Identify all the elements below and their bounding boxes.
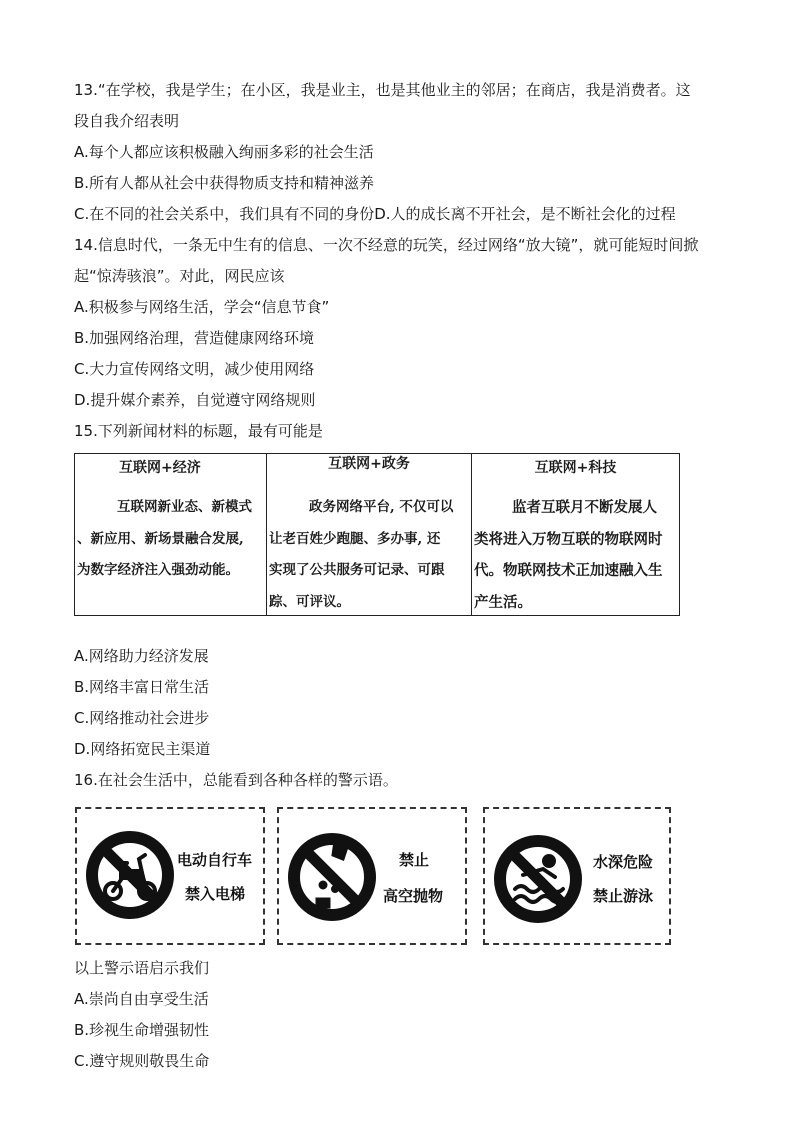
sign-text-line2: 禁入电梯 bbox=[185, 885, 246, 903]
body-line: 产生活。 bbox=[474, 593, 532, 611]
q14-option-a: A.积极参与网络生活，学会“信息节食” bbox=[74, 298, 330, 316]
table-column-technology bbox=[471, 454, 679, 615]
q14-stem-line1: 14.信息时代，一条无中生有的信息、一次不经意的玩笑，经过网络“放大镜”，就可能短时间掀 bbox=[74, 236, 699, 254]
body-line: 让老百姓少跑腿、多办事, 还 bbox=[269, 530, 441, 547]
body-line: 类将进入万物互联的物联网时 bbox=[474, 530, 663, 548]
q13-option-c-d: C.在不同的社会关系中，我们具有不同的身份D.人的成长离不开社会，是不断社会化的过程 bbox=[74, 205, 676, 223]
column-header: 互联网+政务 bbox=[328, 456, 410, 472]
warning-sign-swimming bbox=[483, 807, 671, 945]
news-material-table bbox=[74, 453, 680, 616]
sign-text-line1: 水深危险 bbox=[593, 853, 654, 871]
q15-option-d: D.网络拓宽民主渠道 bbox=[74, 740, 211, 758]
no-throwing-icon bbox=[287, 817, 377, 937]
body-line: 互联网新业态、新模式 bbox=[117, 499, 252, 515]
q14-option-c: C.大力宣传网络文明，减少使用网络 bbox=[74, 360, 315, 378]
q15-option-c: C.网络推动社会进步 bbox=[74, 709, 210, 727]
q16-option-a: A.崇尚自由享受生活 bbox=[74, 990, 209, 1008]
q15-option-a: A.网络助力经济发展 bbox=[74, 647, 209, 665]
q14-option-b: B.加强网络治理，营造健康网络环境 bbox=[74, 329, 315, 347]
table-column-government bbox=[266, 454, 471, 615]
q16-option-b: B.珍视生命增强韧性 bbox=[74, 1021, 210, 1039]
body-line: 政务网络平台, 不仅可以 bbox=[309, 499, 454, 515]
q13-stem-line1: 13.“在学校，我是学生；在小区，我是业主，也是其他业主的邻居；在商店，我是消费者。这 bbox=[74, 81, 691, 99]
body-line: 代。物联网技术正加速融入生 bbox=[474, 562, 663, 579]
q14-stem-line2: 起“惊涛骇浪”。对此，网民应该 bbox=[74, 267, 285, 285]
q14-option-d: D.提升媒介素养，自觉遵守网络规则 bbox=[74, 391, 316, 409]
q15-option-b: B.网络丰富日常生活 bbox=[74, 678, 210, 696]
column-body bbox=[269, 492, 469, 618]
sign-text-line1: 电动自行车 bbox=[177, 851, 253, 869]
no-swimming-icon bbox=[493, 817, 583, 937]
q16-prompt: 以上警示语启示我们 bbox=[74, 959, 210, 977]
no-ebike-icon bbox=[85, 817, 175, 937]
body-line: 为数字经济注入强劲动能。 bbox=[77, 562, 239, 578]
q13-stem-line2: 段自我介绍表明 bbox=[74, 112, 180, 130]
table-column-economy bbox=[75, 454, 266, 615]
q16-option-c: C.遵守规则敬畏生命 bbox=[74, 1052, 210, 1070]
sign-text-line2: 高空抛物 bbox=[383, 887, 444, 905]
body-line: 踪、可评议。 bbox=[269, 593, 350, 610]
body-line: 实现了公共服务可记录、可跟 bbox=[269, 562, 445, 578]
sign-text-line1: 禁止 bbox=[399, 851, 430, 869]
body-line: 、新应用、新场景融合发展, bbox=[77, 530, 244, 547]
q13-option-a: A.每个人都应该积极融入绚丽多彩的社会生活 bbox=[74, 143, 374, 161]
warning-sign-ebike bbox=[75, 807, 265, 945]
column-header: 互联网+科技 bbox=[534, 460, 617, 476]
column-body bbox=[474, 492, 677, 618]
q15-stem: 15.下列新闻材料的标题，最有可能是 bbox=[74, 422, 323, 440]
body-line: 监者互联月不断发展人 bbox=[512, 499, 657, 516]
q13-option-b: B.所有人都从社会中获得物质支持和精神滋养 bbox=[74, 174, 375, 192]
column-body bbox=[77, 492, 264, 587]
column-header: 互联网+经济 bbox=[119, 460, 201, 476]
q16-stem: 16.在社会生活中，总能看到各种各样的警示语。 bbox=[74, 771, 398, 789]
warning-sign-throwing bbox=[277, 807, 467, 945]
sign-text-line2: 禁止游泳 bbox=[593, 887, 654, 905]
